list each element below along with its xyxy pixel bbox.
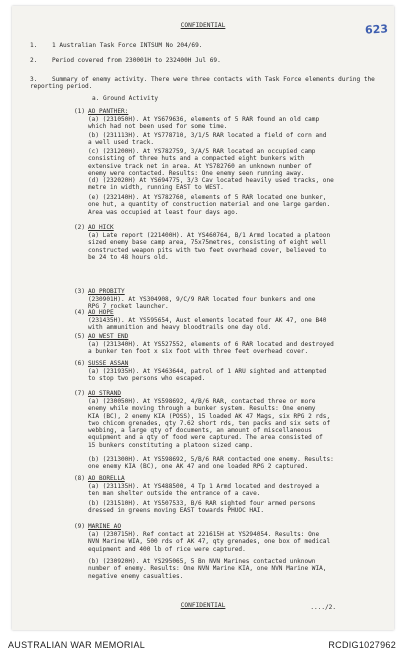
archive-name: AUSTRALIAN WAR MEMORIAL [8, 640, 146, 650]
section-number: (9) [74, 523, 86, 530]
section-entry: (e) (232140H). At YS782760, elements of 5 RAR located one bunker, one hut, a quantity of construction material and one large garden. Area was occupied at least four days ago. [88, 194, 331, 216]
section-entry: (a) (231050H). At YS679636, elements of 5 RAR found an old camp which had not been used for some time. [88, 116, 320, 131]
item-1-number: 1. [30, 42, 38, 49]
section-entry: (a) (230050H). At YS598692, 4/B/6 RAR, contacted three or more enemy while moving through a bunker system. Results: One enemy KIA (BC), 2 enemy KIA (POSS), 15 loaded AK 47 Mags, six RPG 2 rds, two chicom grenades, qty 7.62 short rds, ten packs and six sets of webbing, a large qty of documents, an amount of miscellaneous equipment and a qty of food were captured. The area consisted of 15 bunkers constituting a platoon sized camp. [88, 398, 331, 449]
section-number: (2) [74, 224, 86, 231]
section-number: (1) [74, 108, 86, 115]
item-3 [30, 76, 378, 91]
section-title: SUSSE ASSAN [88, 360, 129, 367]
section-entry: (c) (231200H). At YS782759, 3/A/5 RAR located an occupied camp consisting of three huts and a compacted eight bunkers with extensive track net in area. At YS782760 an unknown number of enemy were contacted. Results: One enemy seen running away. [88, 148, 316, 177]
section-number: (6) [74, 360, 86, 367]
item-2-number: 2. [30, 57, 38, 64]
ground-activity-heading: a. Ground Activity [92, 95, 159, 102]
page-number-stamp: 623 [364, 22, 389, 37]
section-entry: (b) (230920H). At YS295065, 5 Bn NVN Marines contacted unknown number of enemy. Results: One NVN Marine KIA, one NVN Marine WIA, negative enemy casualties. [88, 558, 327, 580]
section-entry: (b) (231300H). At YS598692, 5/B/6 RAR contacted one enemy. Results: one enemy KIA (BC), one AK 47 and one loaded RPG 2 captured. [88, 456, 334, 471]
item-3-number: 3. [30, 76, 38, 83]
next-page-marker: ..../2. [310, 604, 336, 611]
section-entry: (a) (231135H). At YS488500, 4 Tp 1 Armd located and destroyed a ten man shelter outside the entrance of a cave. [88, 483, 320, 498]
section-title: AO HOPE [88, 309, 114, 316]
section-number: (3) [74, 288, 86, 295]
section-number: (4) [74, 309, 86, 316]
item-3-text: Summary of enemy activity. There were three contacts with Task Force elements during the reporting period. [30, 76, 375, 91]
section-entry: (a) (231340H). At YS527552, elements of 6 RAR located and destroyed a bunker ten foot x six foot with three feet overhead cover. [88, 341, 334, 356]
document-page [12, 6, 394, 630]
item-1 [30, 42, 202, 49]
item-1-text: 1 Australian Task Force INTSUM No 204/69. [52, 42, 203, 49]
document-content [12, 6, 394, 630]
section-number: (8) [74, 475, 86, 482]
section-number: (5) [74, 333, 86, 340]
archive-footer-bar [0, 636, 404, 654]
section-number: (7) [74, 390, 86, 397]
section-title: AO PROBITY [88, 288, 125, 295]
section-title: AO STRAND [88, 390, 122, 397]
section-title: MARINE AO [88, 523, 122, 530]
item-2 [30, 57, 221, 64]
archive-reference: RCDIG1027962 [328, 640, 396, 650]
footer-classification: CONFIDENTIAL [180, 602, 226, 609]
item-2-text: Period covered from 230001H to 232400H Jul 69. [52, 57, 221, 64]
section-entry: (d) (232020H) At YS694775, 3/3 Cav located heavily used tracks, one metre in width, running EAST to WEST. [88, 177, 334, 192]
section-title: AO HICK [88, 224, 114, 231]
section-entry: (231435H). At YS595654, Aust elements located four AK 47, one B40 with ammunition and heavy bloodtrails one day old. [88, 317, 327, 332]
section-entry: (a) (230715H). Ref contact at 221615H at YS294054. Results: One NVN Marine WIA, 500 rds of AK 47, qty grenades, one box of medical equipment and 400 lb of rice were captured. [88, 531, 331, 553]
header-classification: CONFIDENTIAL [180, 22, 226, 29]
section-entry: (b) (231510H). At YS507533, B/6 RAR sighted four armed persons dressed in greens moving EAST towards PHUOC HAI. [88, 500, 316, 515]
section-title: AO BORELLA [88, 475, 125, 482]
section-entry: (a) Late report (221400H). At YS460764, B/1 Armd located a platoon sized enemy base camp area, 75x75metres, consisting of eight well constructed weapon pits with two feet overhead cover, believed to be 24 to 48 hours old. [88, 232, 331, 261]
section-entry: (b) (231113H). At YS778710, 3/1/5 RAR located a field of corn and a well used track. [88, 132, 327, 147]
section-title: AO WEST END [88, 333, 129, 340]
section-entry: (a) (231935H). At YS463644, patrol of 1 ARU sighted and attempted to stop two persons who escaped. [88, 368, 327, 383]
section-entry: (230901H). At YS304908, 9/C/9 RAR located four bunkers and one RPG 7 rocket launcher. [88, 296, 316, 311]
section-title: AO PANTHER: [88, 108, 129, 115]
